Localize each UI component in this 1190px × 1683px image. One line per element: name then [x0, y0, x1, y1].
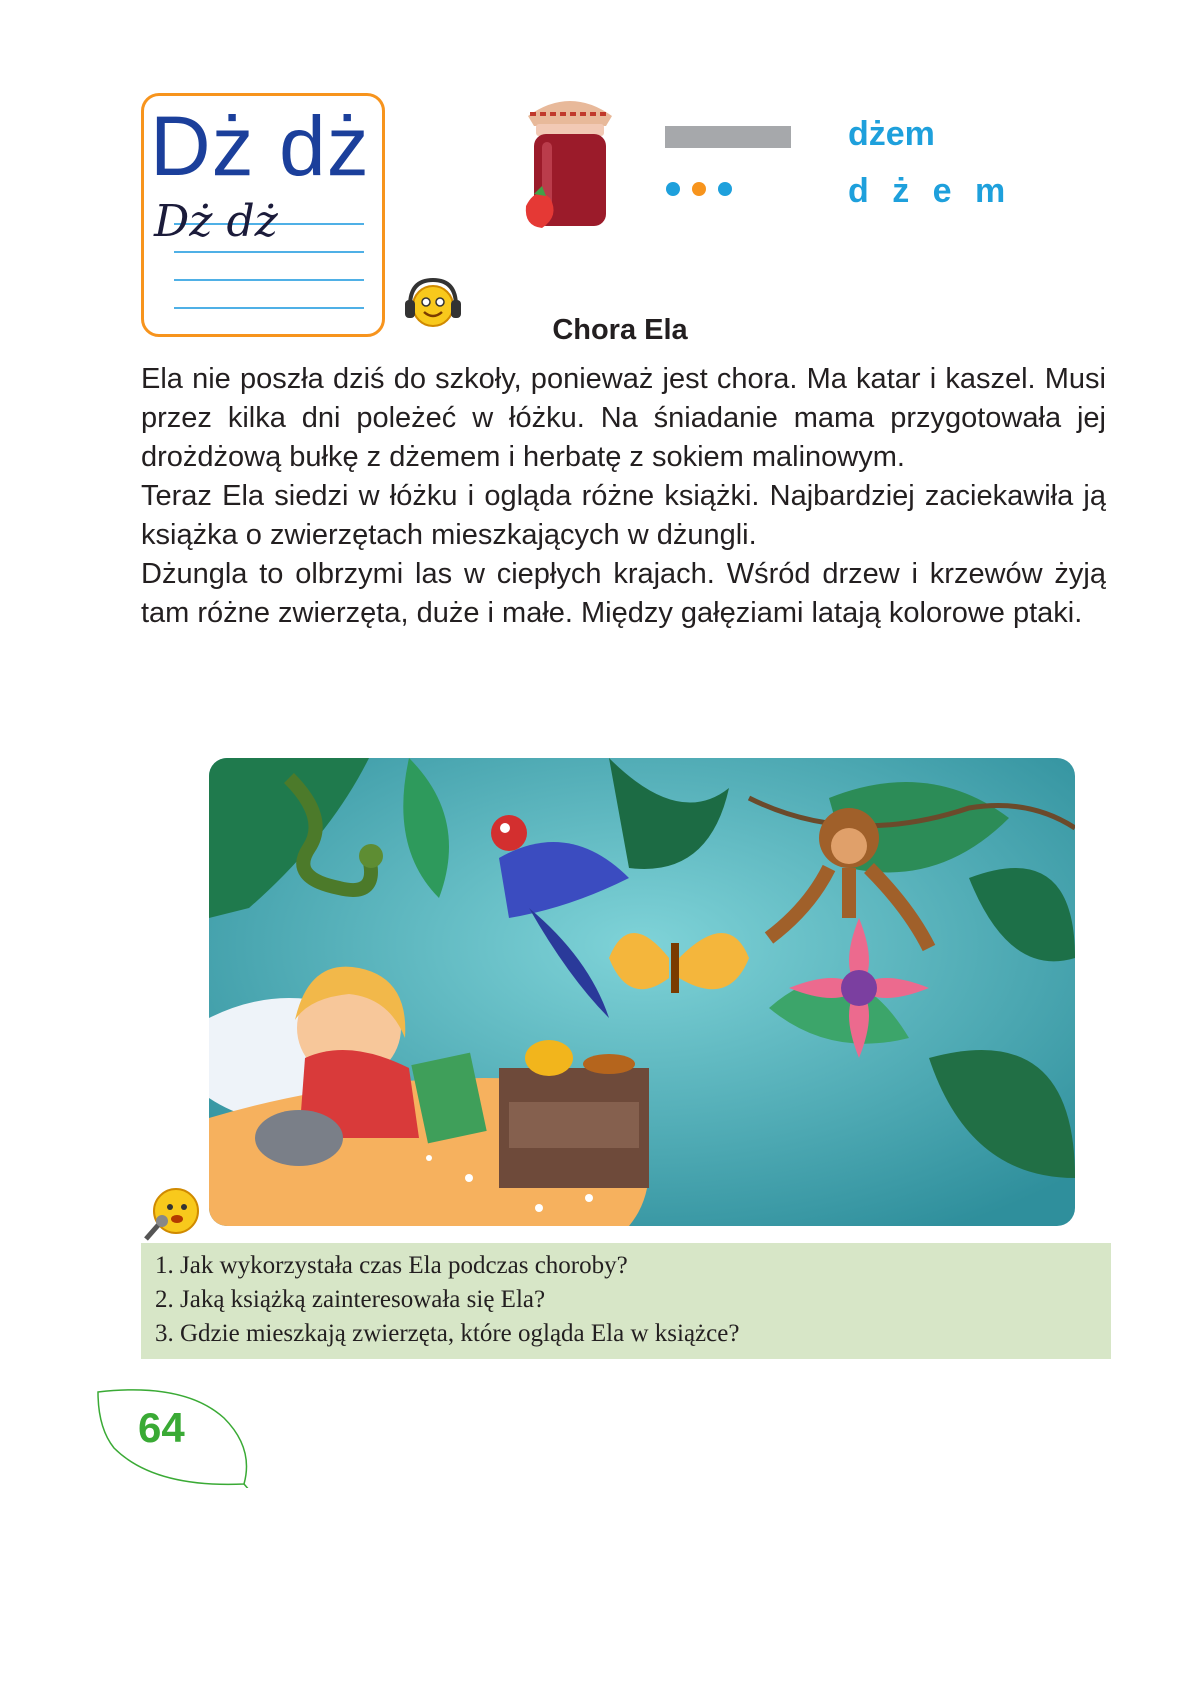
questions-box: [141, 1243, 1111, 1359]
letter-card: [141, 93, 385, 337]
model-word-spaced: d ż e m: [848, 172, 1013, 210]
cursive-letters: Dż dż: [154, 196, 278, 247]
story-paragraph: Ela nie poszła dziś do szkoły, ponieważ jest chora. Ma katar i kaszel. Musi przez kilka dni poleżeć w łóżku. Na śniadanie mama przygotowała jej drożdżową bułkę z dżemem i herbatę z sokiem malinowym.: [141, 363, 1106, 473]
story-text: [141, 360, 1106, 633]
question-item: 3. Gdzie mieszkają zwierzęta, które ogląda Ela w książce?: [155, 1320, 740, 1347]
page-number: 64: [138, 1404, 185, 1451]
sound-dot: [718, 182, 732, 196]
story-paragraph: Dżungla to olbrzymi las w ciepłych krajach. Wśród drzew i krzewów żyją tam różne zwierzęta, duże i małe. Między gałęziami latają kolorowe ptaki.: [141, 558, 1106, 629]
sound-dots: [666, 182, 732, 196]
word-length-bar: [665, 126, 791, 148]
jam-jar-icon: [520, 86, 620, 232]
microphone-smiley-icon: [140, 1185, 202, 1243]
printed-letters: Dż dż: [150, 99, 370, 193]
question-item: 1. Jak wykorzystała czas Ela podczas choroby?: [155, 1252, 628, 1279]
jungle-book-illustration: [209, 758, 1075, 1226]
sound-dot: [666, 182, 680, 196]
sound-dot: [692, 182, 706, 196]
model-word: dżem: [848, 115, 935, 153]
story-paragraph: Teraz Ela siedzi w łóżku i ogląda różne książki. Najbardziej zaciekawiła ją książka o zwierzętach mieszkających w dżungli.: [141, 480, 1106, 551]
question-item: 2. Jaką książką zainteresowała się Ela?: [155, 1286, 546, 1313]
story-title: Chora Ela: [552, 314, 688, 346]
